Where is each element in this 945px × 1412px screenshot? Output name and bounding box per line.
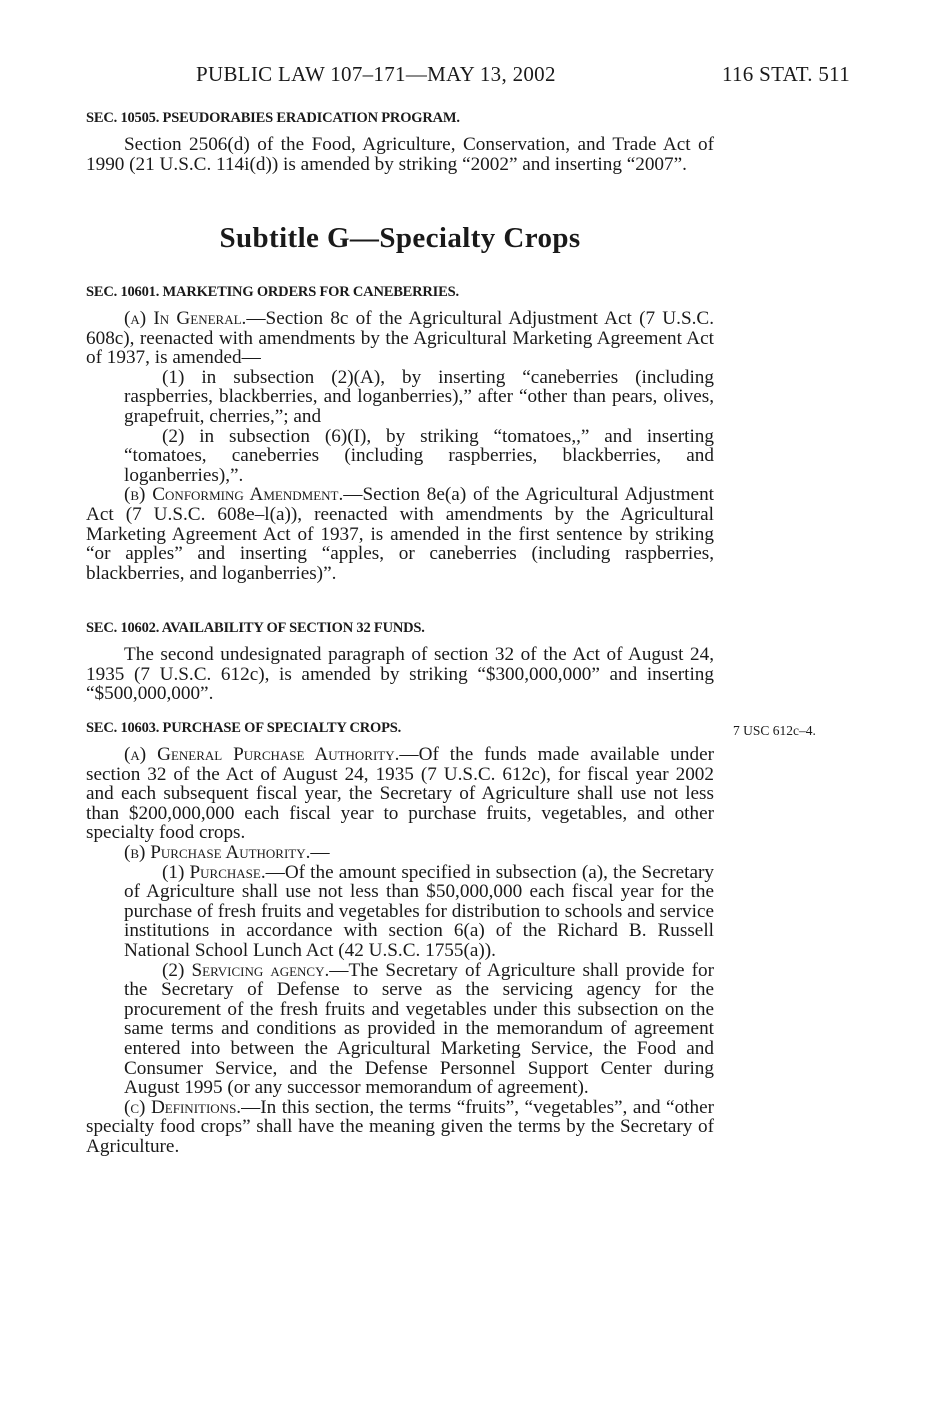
paragraph-b2-text: —The Secretary of Agriculture shall provide for the Secretary of Defense to serve as the servicing agency for the procurement of the fresh fruits and vegetables under this subsection on the same terms and conditions as provided in the memorandum of agreement entered into between the Agricultural Marketing Service, the Food and Consumer Service, and the Defense Personnel Support Center during August 1995 (or any successor memorandum of agreement). (124, 959, 714, 1099)
subsection-b-text: — (310, 841, 330, 863)
section-10601 (86, 284, 714, 583)
section-heading: SEC. 10603. PURCHASE OF SPECIALTY CROPS. (86, 720, 402, 736)
subsection-b-label: (b) Purchase Authority. (124, 841, 311, 863)
section-10603 (86, 720, 714, 1156)
paragraph-b2-label: (2) Servicing agency. (162, 959, 330, 981)
paragraph-a2: (2) in subsection (6)(I), by striking “tomatoes,,” and inserting “tomatoes, caneberries (including raspberries, blackberries, and loganberries),”. (124, 425, 714, 486)
subsection-a-text: —Of the funds made available under section 32 of the Act of August 24, 1935 (7 U.S.C. 612c), for fiscal year 2002 and each subsequent fiscal year, the Secretary of Agriculture shall use not less than $200,000,000 each fiscal year to purchase fruits, vegetables, and other specialty food crops. (86, 744, 714, 844)
subtitle-heading: Subtitle G—Specialty Crops (219, 222, 581, 254)
subsection-a-text: —Section 8c of the Agricultural Adjustment Act (7 U.S.C. 608c), reenacted with amendments by the Agricultural Marketing Agreement Act of 1937, is amended— (86, 308, 715, 369)
section-heading: SEC. 10601. MARKETING ORDERS FOR CANEBERRIES. (86, 284, 459, 300)
paragraph-b1 (86, 863, 714, 961)
section-text: Section 2506(d) of the Food, Agriculture, Conservation, and Trade Act of 1990 (21 U.S.C. 114i(d)) is amended by striking “2002” and inserting “2007”. (86, 134, 714, 175)
subsection-c-text: —In this section, the terms “fruits”, “vegetables”, and “other specialty food crops” shall have the meaning given the terms by the Secretary of Agriculture. (86, 1096, 714, 1157)
paragraph-b1-label: (1) Purchase. (162, 861, 266, 883)
subsection-c (86, 1098, 714, 1157)
paragraph-b1-text: —Of the amount specified in subsection (a), the Secretary of Agriculture shall use not less than $50,000,000 each fiscal year for the purchase of fresh fruits and vegetables for distribution to schools and service institutions in accordance with section 6(a) of the Richard B. Russell National School Lunch Act (42 U.S.C. 1755(a)). (124, 861, 714, 961)
subsection-b-text: —Section 8e(a) of the Agricultural Adjustment Act (7 U.S.C. 608e–l(a)), reenacted with amendments by the Agricultural Marketing Agreement Act of 1937, is amended in the first sentence by striking “or apples” and inserting “apples, or caneberries (including raspberries, blackberries, and loganberries)”. (86, 484, 714, 584)
subsection-a (86, 309, 714, 368)
subsection-a-label: (a) General Purchase Authority. (124, 744, 400, 765)
section-10602 (86, 620, 714, 704)
header-title: PUBLIC LAW 107–171—MAY 13, 2002 (196, 62, 556, 86)
margin-citation-note: 7 USC 612c–4. (733, 723, 816, 738)
paragraph-a1: (1) in subsection (2)(A), by inserting “caneberries (including raspberries, blackberries, and loganberries),” after “other than pears, olives, grapefruit, cherries,”; and (124, 366, 714, 427)
paragraph-b2 (86, 961, 714, 1098)
running-header (196, 62, 850, 88)
subsection-a (86, 745, 714, 843)
section-heading: SEC. 10505. PSEUDORABIES ERADICATION PROGRAM. (86, 110, 460, 126)
subsection-b-label: (b) Conforming Amendment. (124, 484, 344, 506)
subsection-b (86, 843, 714, 863)
header-stat-page: 116 STAT. 511 (721, 62, 850, 86)
subsection-c-label: (c) Definitions. (124, 1096, 242, 1118)
subsection-a-label: (a) In General. (124, 308, 247, 329)
section-10505 (86, 110, 714, 174)
section-heading: SEC. 10602. AVAILABILITY OF SECTION 32 FUNDS. (86, 620, 425, 636)
section-text: The second undesignated paragraph of section 32 of the Act of August 24, 1935 (7 U.S.C. 612c), is amended by striking “$300,000,000” and inserting “$500,000,000”. (86, 644, 714, 705)
subsection-b (86, 485, 714, 583)
